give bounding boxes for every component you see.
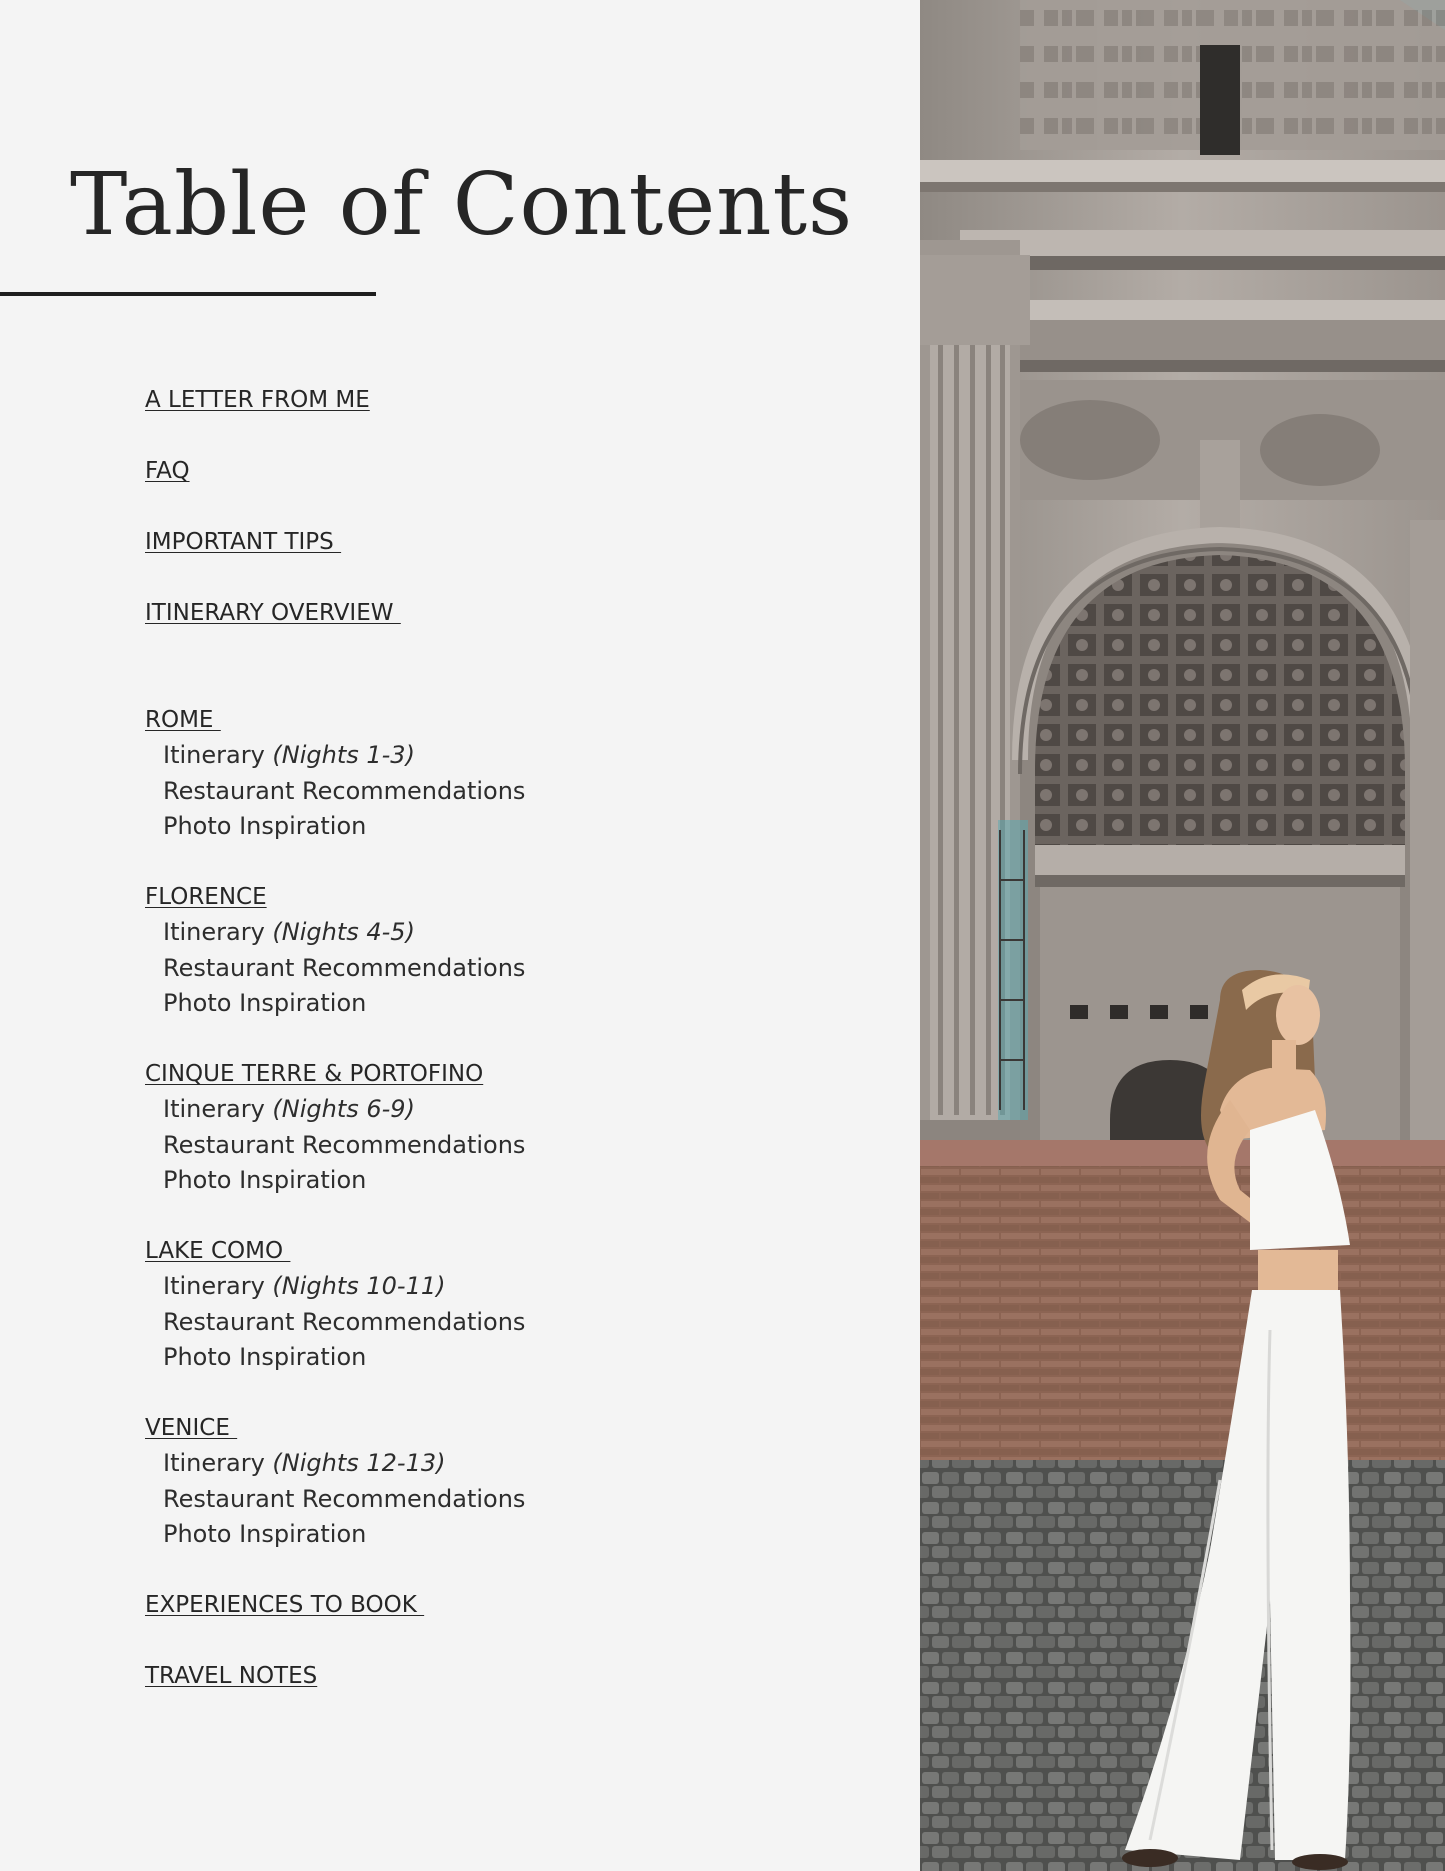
toc-link-florence[interactable]: FLORENCE: [145, 884, 267, 910]
toc-cinque-terre-itinerary[interactable]: [163, 1094, 415, 1124]
toc-lake-como-photos[interactable]: Photo Inspiration: [163, 1343, 367, 1371]
toc-venice-itinerary[interactable]: [163, 1448, 445, 1478]
toc-venice-restaurants[interactable]: Restaurant Recommendations: [163, 1485, 526, 1513]
page-title: Table of Contents: [70, 155, 854, 255]
toc-link-important-tips[interactable]: IMPORTANT TIPS: [145, 529, 342, 555]
nights-range: (Nights 6-9): [272, 1095, 415, 1123]
toc-rome-itinerary[interactable]: [163, 740, 415, 770]
toc-link-experiences[interactable]: EXPERIENCES TO BOOK: [145, 1592, 425, 1618]
toc-link-cinque-terre[interactable]: CINQUE TERRE & PORTOFINO: [145, 1061, 484, 1087]
nights-range: (Nights 12-13): [272, 1449, 446, 1477]
toc-link-letter[interactable]: A LETTER FROM ME: [145, 387, 370, 413]
toc-cinque-terre-restaurants[interactable]: Restaurant Recommendations: [163, 1131, 526, 1159]
toc-florence-restaurants[interactable]: Restaurant Recommendations: [163, 954, 526, 982]
itinerary-label: Itinerary: [163, 741, 273, 769]
toc-florence-itinerary[interactable]: [163, 917, 415, 947]
itinerary-label: Itinerary: [163, 918, 273, 946]
toc-rome-photos[interactable]: Photo Inspiration: [163, 812, 367, 840]
toc-link-faq[interactable]: FAQ: [145, 458, 190, 484]
toc-link-rome[interactable]: ROME: [145, 707, 221, 733]
toc-lake-como-restaurants[interactable]: Restaurant Recommendations: [163, 1308, 526, 1336]
nights-range: (Nights 10-11): [272, 1272, 446, 1300]
itinerary-label: Itinerary: [163, 1272, 273, 1300]
nights-range: (Nights 4-5): [272, 918, 415, 946]
toc-link-venice[interactable]: VENICE: [145, 1415, 238, 1441]
title-divider: [0, 292, 376, 296]
toc-rome-restaurants[interactable]: Restaurant Recommendations: [163, 777, 526, 805]
toc-venice-photos[interactable]: Photo Inspiration: [163, 1520, 367, 1548]
toc-lake-como-itinerary[interactable]: [163, 1271, 445, 1301]
toc-florence-photos[interactable]: Photo Inspiration: [163, 989, 367, 1017]
photo-illustration: [920, 0, 1445, 1871]
toc-link-lake-como[interactable]: LAKE COMO: [145, 1238, 291, 1264]
itinerary-label: Itinerary: [163, 1449, 273, 1477]
rome-arch-photo: [920, 0, 1445, 1871]
nights-range: (Nights 1-3): [272, 741, 415, 769]
toc-cinque-terre-photos[interactable]: Photo Inspiration: [163, 1166, 367, 1194]
toc-link-itinerary-overview[interactable]: ITINERARY OVERVIEW: [145, 600, 401, 626]
toc-link-travel-notes[interactable]: TRAVEL NOTES: [145, 1663, 318, 1689]
itinerary-label: Itinerary: [163, 1095, 273, 1123]
